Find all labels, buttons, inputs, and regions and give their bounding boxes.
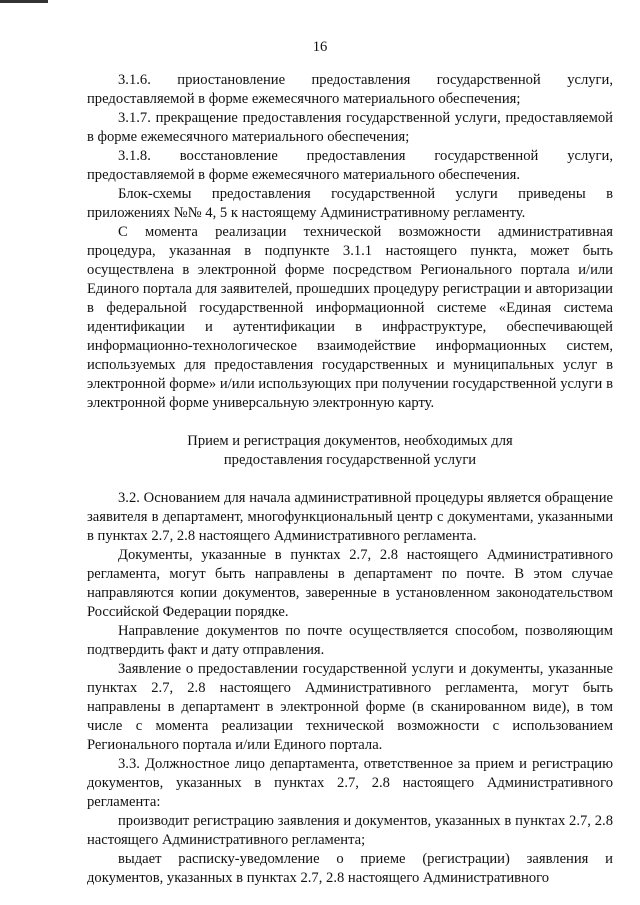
paragraph-3-2: 3.2. Основанием для начала административной процедуры является обращение заявителя в департамент, многофункциональный центр с документами, указанными в пунктах 2.7, 2.8 настоящего Административного регламента.: [87, 490, 613, 544]
paragraph-electronic-form: С момента реализации технической возможности административная процедура, указанная в подпункте 3.1.1 настоящего пункта, может быть осуществлена в электронной форме посредством Регионального портала и/или Единого портала для заявителей, прошедших процедуру регистрации и авторизации в федеральной государственной информационной системе «Единая система идентификации и аутентификации в инфраструктуре, обеспечивающей информационно-технологическое взаимодействие информационных систем, используемых для предоставления государственных и муниципальных услуг в электронной форме» и/или использующих при получении государственной услуги в электронной форме универсальную электронную карту.: [87, 224, 613, 411]
paragraph-registration: производит регистрацию заявления и документов, указанных в пунктах 2.7, 2.8 настоящего Административного регламента;: [87, 813, 613, 848]
page-number: 16: [312, 39, 328, 55]
paragraph-block-schemes: Блок-схемы предоставления государственной услуги приведены в приложениях №№ 4, 5 к настоящему Административному регламенту.: [87, 186, 613, 221]
paragraph-electronic-submission: Заявление о предоставлении государственной услуги и документы, указанные пунктах 2.7, 2.8 настоящего Административного регламента, могут быть направлены в департамент в электронной форме (в сканированном виде), в том числе с момента реализации технической возможности с использованием Регионального портала и/или Единого портала.: [87, 661, 613, 753]
paragraph-3-1-6: 3.1.6. приостановление предоставления государственной услуги, предоставляемой в форме ежемесячного материального обеспечения;: [87, 72, 613, 107]
scan-corner-mark: [0, 0, 48, 3]
section-heading-line-1: Прием и регистрация документов, необходимых для: [187, 433, 513, 449]
paragraph-mail-method: Направление документов по почте осуществляется способом, позволяющим подтвердить факт и дату отправления.: [87, 623, 613, 658]
document-body: [87, 71, 613, 888]
paragraph-documents-by-mail: Документы, указанные в пунктах 2.7, 2.8 настоящего Административного регламента, могут быть направлены в департамент по почте. В этом случае направляются копии документов, заверенные в установленном законодательством Российской Федерации порядке.: [87, 547, 613, 620]
paragraph-3-1-7: 3.1.7. прекращение предоставления государственной услуги, предоставляемой в форме ежемесячного материального обеспечения;: [87, 110, 613, 145]
paragraph-3-3: 3.3. Должностное лицо департамента, ответственное за прием и регистрацию документов, указанных в пунктах 2.7, 2.8 настоящего Административного регламента:: [87, 756, 613, 810]
section-heading-line-2: предоставления государственной услуги: [223, 452, 477, 468]
paragraph-receipt-notice: выдает расписку-уведомление о приеме (регистрации) заявления и документов, указанных в пунктах 2.7, 2.8 настоящего Административного: [87, 851, 613, 886]
spacer: [87, 470, 613, 489]
spacer: [87, 413, 613, 432]
paragraph-3-1-8: 3.1.8. восстановление предоставления государственной услуги, предоставляемой в форме ежемесячного материального обеспечения.: [87, 148, 613, 183]
